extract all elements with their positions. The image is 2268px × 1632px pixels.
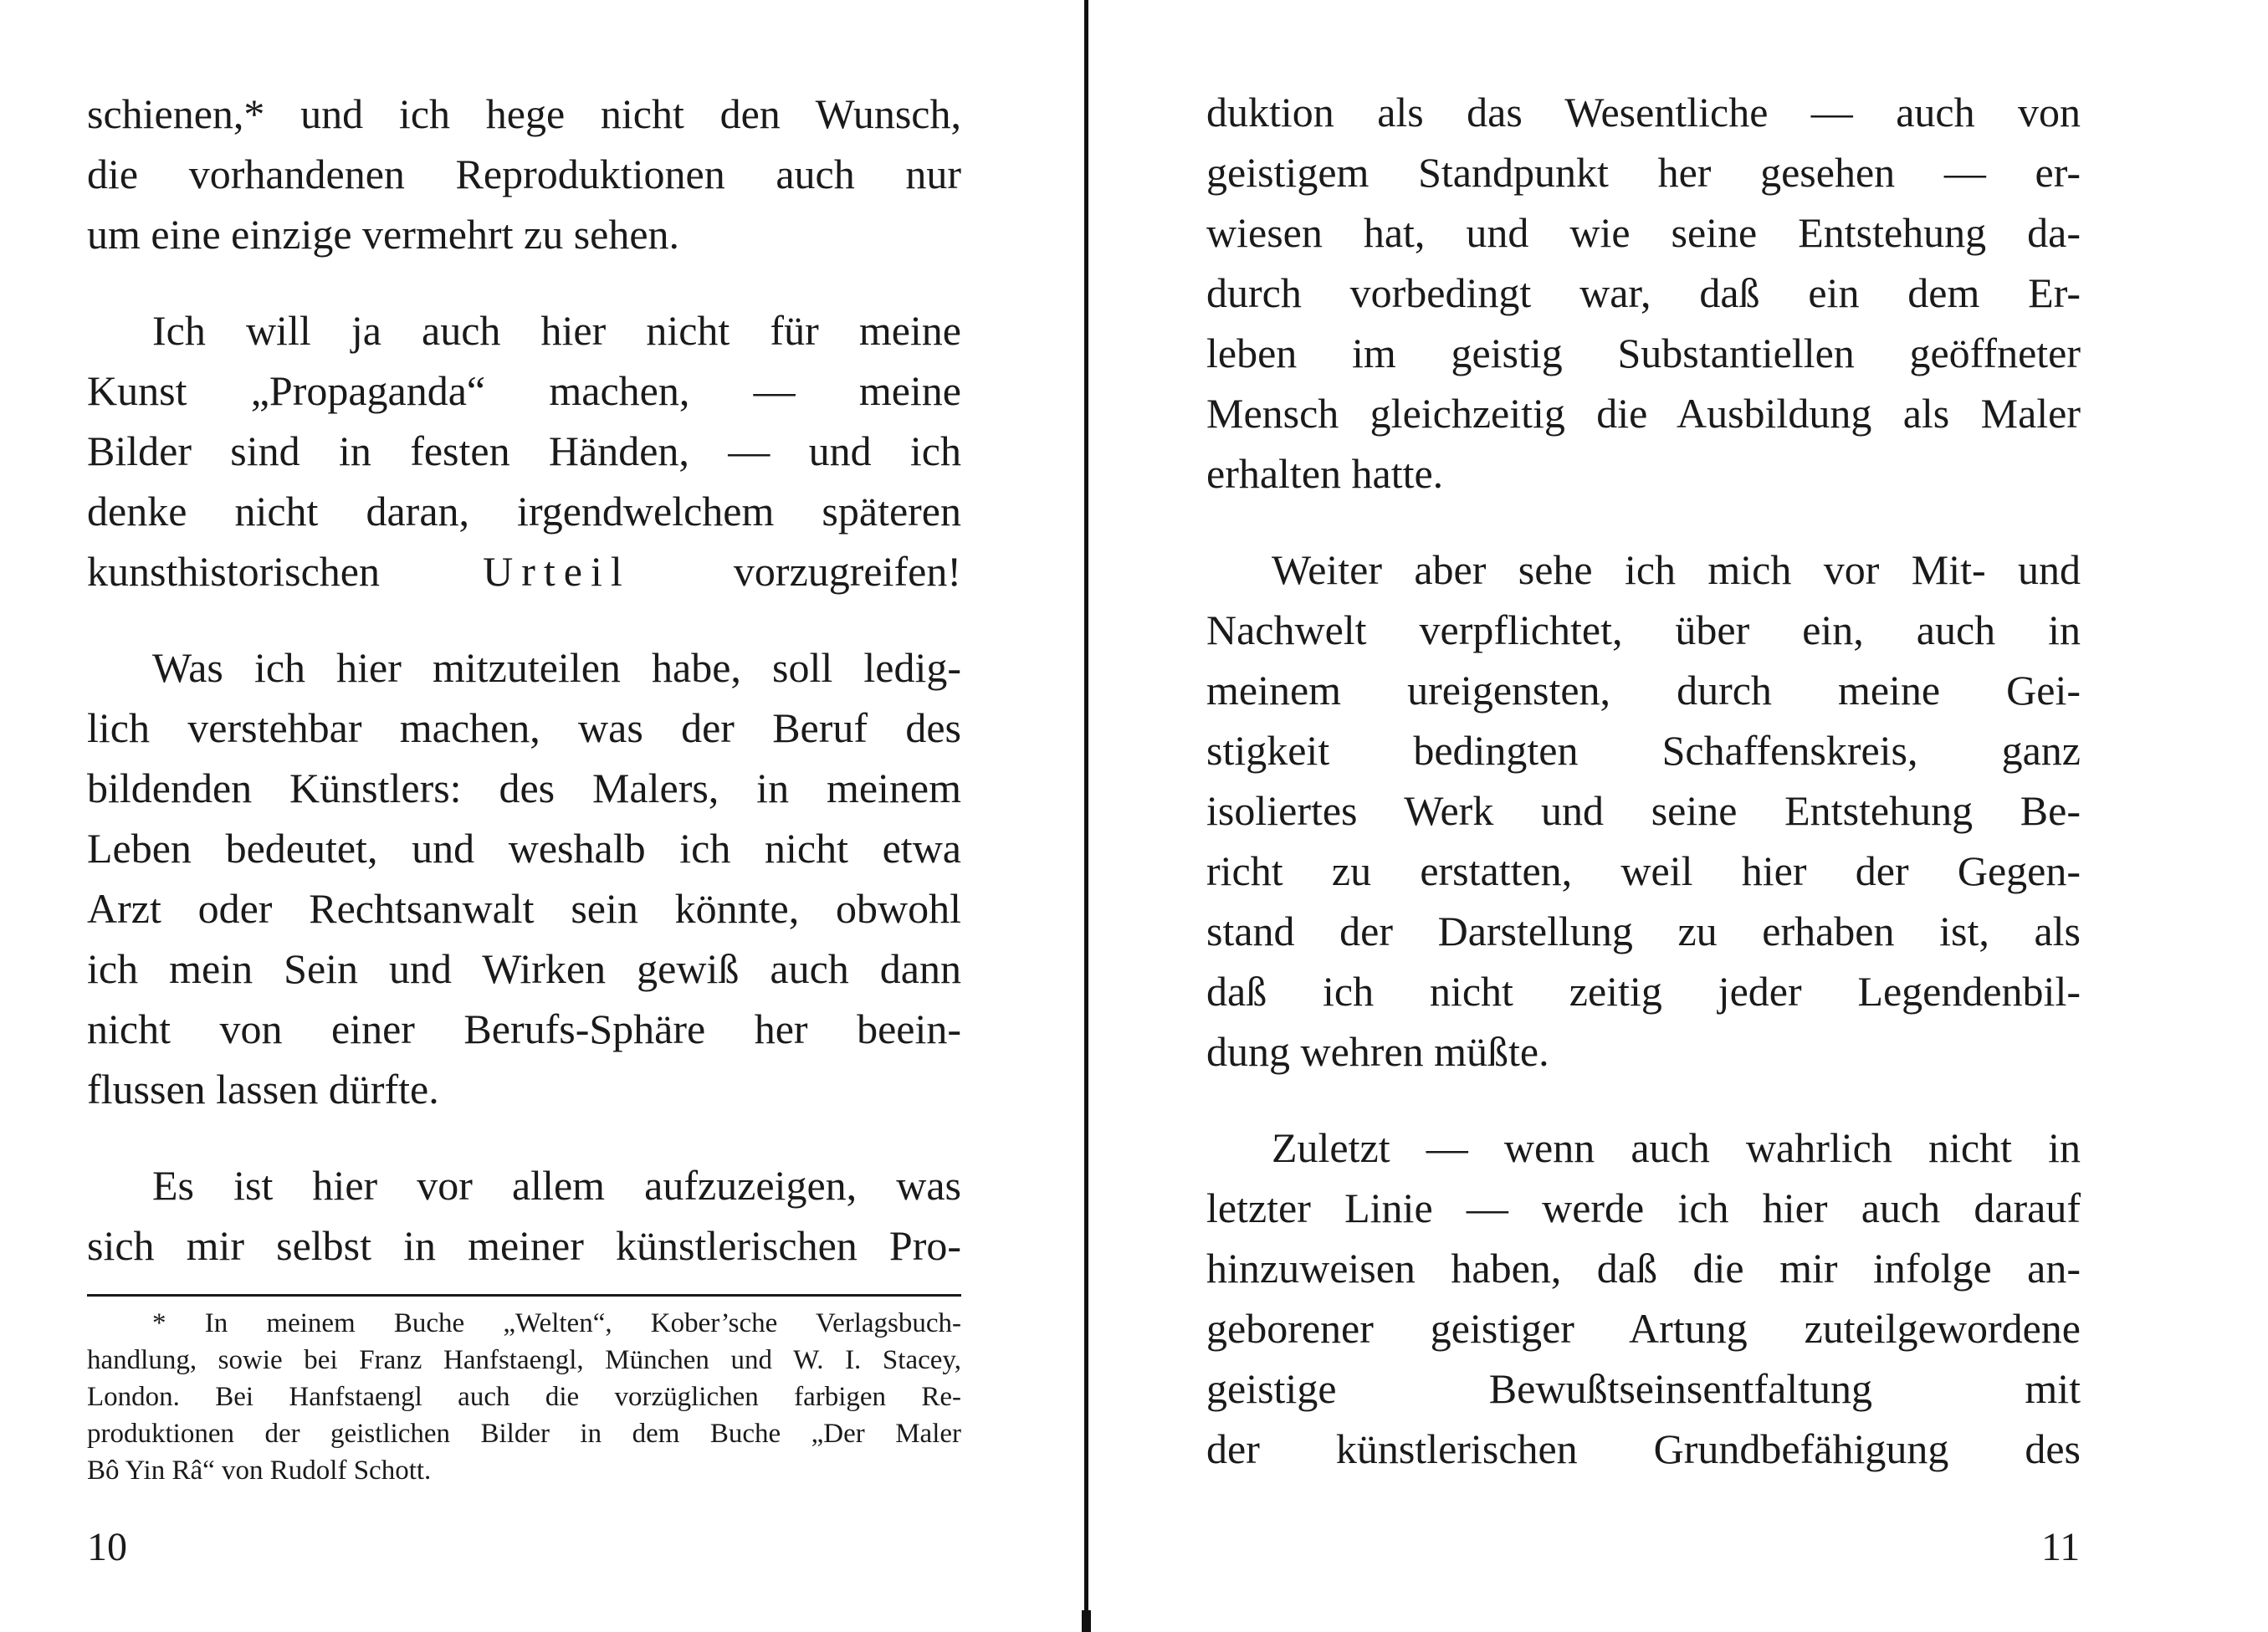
text-line: Leben bedeutet, und weshalb ich nicht etwa [87,825,961,872]
text-line: sich mir selbst in meiner künstlerischen Pro- [87,1222,961,1269]
text-line-spaced [87,541,961,601]
paragraph [87,1155,961,1276]
footnote-line: produktionen der geistlichen Bilder in dem Buche „Der Maler [87,1419,961,1449]
text-line: bildenden Künstlers: des Malers, in meinem [87,765,961,811]
text-segment: vorzugreifen! [630,548,961,595]
text-line: Kunst „Propaganda“ machen, — meine [87,367,961,414]
text-line: geborener geistiger Artung zuteilgewordene [1206,1305,2081,1352]
text-line: daß ich nicht zeitig jeder Legendenbil- [1206,968,2081,1015]
text-line: Nachwelt verpflichtet, über ein, auch in [1206,606,2081,653]
text-line: stand der Darstellung zu erhaben ist, als [1206,908,2081,954]
text-line: Was ich hier mitzuteilen habe, soll ledig- [152,644,961,691]
text-line: die vorhandenen Reproduktionen auch nur [87,151,961,197]
left-page-text [87,84,961,1312]
text-line: durch vorbedingt war, daß ein dem Er- [1206,269,2081,316]
footnote-rule [87,1294,961,1297]
paragraph [1206,1118,2081,1479]
text-line: denke nicht daran, irgendwelchem späteren [87,488,961,535]
text-line: wiesen hat, und wie seine Entstehung da- [1206,209,2081,256]
text-line: nicht von einer Berufs-Sphäre her beein- [87,1005,961,1052]
text-line: flussen lassen dürfte. [87,1066,439,1113]
book-gutter [1084,0,1088,1632]
right-page-text [1206,82,2081,1515]
text-line: duktion als das Wesentliche — auch von [1206,89,2081,136]
footnote-line: Bô Yin Râ“ von Rudolf Schott. [87,1455,432,1486]
footnote-line: London. Bei Hanfstaengl auch die vorzüglichen farbigen Re- [87,1382,961,1412]
footnote [87,1305,961,1489]
letterspaced-emphasis: Urteil [483,548,631,595]
footnote-line: handlung, sowie bei Franz Hanfstaengl, München und W. I. Stacey, [87,1345,961,1375]
paragraph [87,300,961,601]
text-line: Mensch gleichzeitig die Ausbildung als Maler [1206,390,2081,437]
text-line: lich verstehbar machen, was der Beruf des [87,704,961,751]
page-number-left: 10 [87,1525,127,1569]
text-line: ich mein Sein und Wirken gewiß auch dann [87,945,961,992]
paragraph [1206,540,2081,1082]
text-line: Zuletzt — wenn auch wahrlich nicht in [1272,1124,2081,1171]
page-number-right: 11 [2041,1525,2081,1569]
text-line: Arzt oder Rechtsanwalt sein könnte, obwohl [87,885,961,932]
text-line: meinem ureigensten, durch meine Gei- [1206,667,2081,714]
text-line: geistige Bewußtseinsentfaltung mit [1206,1365,2081,1412]
text-line: Bilder sind in festen Händen, — und ich [87,427,961,474]
text-line: hinzuweisen haben, daß die mir infolge an- [1206,1245,2081,1292]
text-line: Ich will ja auch hier nicht für meine [152,307,961,354]
text-line: erhalten hatte. [1206,450,1444,497]
paragraph [1206,82,2081,504]
text-line: isoliertes Werk und seine Entstehung Be- [1206,787,2081,834]
paragraph [87,84,961,264]
footnote-line: * In meinem Buche „Welten“, Kober’sche Verlagsbuch- [152,1308,961,1338]
text-line: Weiter aber sehe ich mich vor Mit- und [1272,546,2081,593]
text-line: der künstlerischen Grundbefähigung des [1206,1425,2081,1472]
text-segment: kunsthistorischen [87,548,484,595]
text-line: richt zu erstatten, weil hier der Gegen- [1206,847,2081,894]
paragraph [87,637,961,1119]
text-line: stigkeit bedingten Schaffenskreis, ganz [1206,727,2081,774]
text-line: um eine einzige vermehrt zu sehen. [87,211,680,258]
text-line: leben im geistig Substantiellen geöffneter [1206,330,2081,376]
gutter-mark [1082,1610,1091,1632]
text-line: letzter Linie — werde ich hier auch darauf [1206,1184,2081,1231]
text-line: schienen,* und ich hege nicht den Wunsch, [87,90,961,137]
text-line: dung wehren müßte. [1206,1028,1549,1075]
text-line: Es ist hier vor allem aufzuzeigen, was [152,1162,961,1209]
text-line: geistigem Standpunkt her gesehen — er- [1206,149,2081,196]
